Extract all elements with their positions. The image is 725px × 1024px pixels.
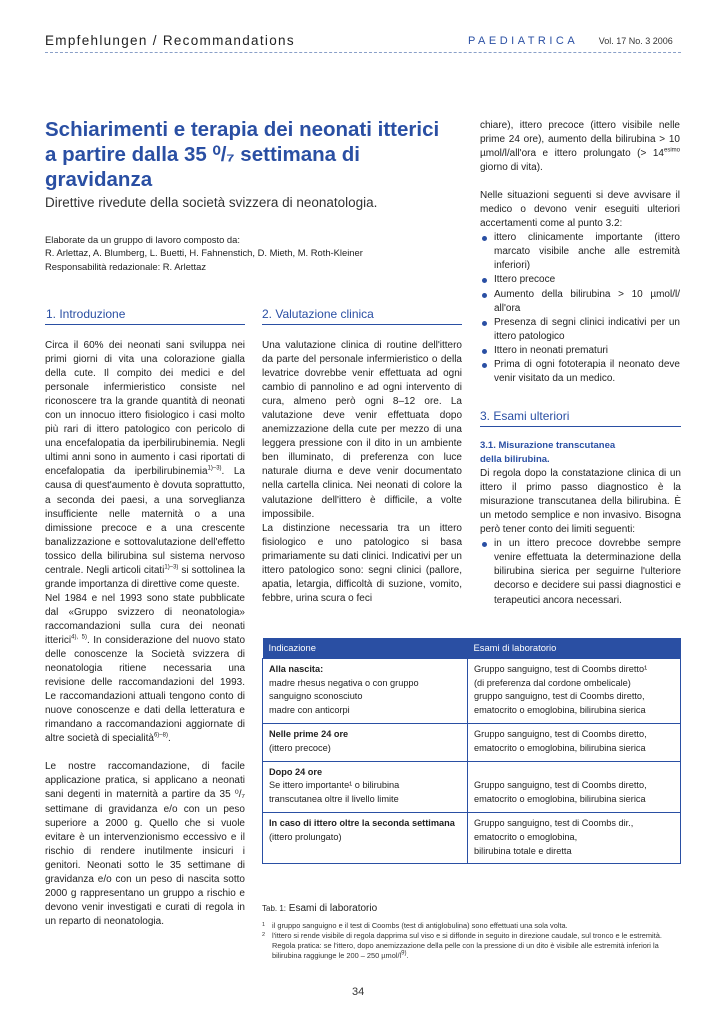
table-caption-text: Esami di laboratorio	[288, 903, 378, 914]
intro-heading-rule	[45, 324, 245, 325]
lab-exam-line: ematocrito o emoglobina, bilirubina sierica	[474, 705, 646, 716]
esami-heading: 3. Esami ulteriori	[480, 409, 570, 423]
footnote-number: 2	[262, 932, 266, 939]
alert-list-item: Ittero in neonati prematuri	[480, 344, 680, 358]
header-divider	[45, 52, 681, 53]
alert-list-item: Prima di ogni fototerapia il neonato deve venir visitato da un medico.	[480, 358, 680, 386]
indication-heading: Nelle prime 24 ore	[269, 728, 349, 739]
table-body	[263, 658, 681, 864]
misurazione-heading: 3.1. Misurazione transcutanea della bilirubina.	[480, 440, 616, 466]
authors-list: R. Arlettaz, A. Blumberg, L. Buetti, H. Fahnenstich, D. Mieth, M. Roth-Kleiner	[45, 247, 363, 259]
valutazione-paragraph-1: Una valutazione clinica di routine dell'ittero da parte del personale infermieristico o della levatrice dovrebbe venir effettuata ad ogni cambio di pannolino e ad ogni intervento di cura, almeno però ogni 8–12 ore. La valutazione deve venir effettuata dopo anemizzazione della cute per mezzo di una leggera pressione con il dito in un ambiente ben illuminato, di preferenza con luce naturale diurna e deve venir documentato nella cartella clinica. Nei neonati di colore la valutazione dell'ittero è difficile, a volte impossibile.	[262, 340, 462, 520]
indication-line: Se ittero importante¹ o bilirubina	[269, 780, 400, 791]
misurazione-paragraph: Di regola dopo la constatazione clinica di un ittero il primo passo diagnostico è la misurazione transcutanea della bilirubina. È un metodo semplice e non invasivo. Bisogna però tener conto dei limiti seguenti:	[480, 468, 681, 536]
indication-cell	[263, 761, 468, 812]
intro-paragraph-1: Circa il 60% dei neonati sani sviluppa nei primi giorni di vita una colorazione gialla della cute. Il compito dei medici e del personale infermieristico consiste nel riconoscere tra la grande quantità di neonati con un innocuo ittero fisiologico i casi molto più rari di ittero patologico con pericolo di una encefalopatia da iperbilirubinemia. Negli ultimi anni sono in aumento i casi riportati di encefalopatia da iperbilirubinemia$^{1)-3)}$. La causa di quest'aumento è dovuta soprattutto, a seconda dei paesi, a una sorveglianza insufficiente nelle maternità o a una dimissione precoce e a una crescente banalizzazione e sottovalutazione dell'effetto tossico della bilirubina sul sistema nervoso centrale. Negli articoli citati$^{1)-3)}$ si sottolinea la grande importanza di direttive come queste.	[45, 340, 245, 590]
lab-exam-line: Gruppo sanguigno, test di Coombs dir.,	[474, 817, 634, 828]
article-subtitle: Direttive rivedute della società svizzera di neonatologia.	[45, 195, 378, 210]
intro-paragraph-2: Nel 1984 e nel 1993 sono state pubblicate dal «Gruppo svizzero di neonatologia» raccomandazioni sulla cura dei neonati itterici$^{4),}$ $^{5)}$. In considerazione del nuovo stato delle conoscenze la Società svizzera di neonatologia ritiene necessaria una revisione delle raccomandazioni del 1993. Le raccomandazioni attuali tengono conto di nuove conoscenze e dati della letteratura e rimandano a raccomandazioni aggiornate di altre società di specialità$^{6)-8)}$.	[45, 592, 246, 745]
indication-heading: Alla nascita:	[269, 663, 324, 674]
footnote: 2 l'ittero si rende visibile di regola dapprima sul viso e si diffonde in seguito in direzione caudale, sul tronco e le estremità. Regola pratica: se l'ittero, dopo anemizzazione della pelle con la pressione di un dito è visibile alle estremità inferiori la bilirubina raggiunge le 200 – 250 µmol/$l^{9)}$.	[262, 931, 662, 961]
lab-exam-cell	[468, 658, 681, 723]
limits-list-item: in un ittero precoce dovrebbe sempre venire effettuata la determinazione della bilirubina sierica per seguirne l'ulteriore decorso e decidere sui passi diagnostici e terapeutici ancora necessari.	[480, 537, 681, 607]
editorial-responsibility: Responsabilità redazionale: R. Arlettaz	[45, 260, 207, 272]
lab-exam-line: (di preferenza dal cordone ombelicale)	[474, 677, 631, 688]
alert-list-item: Aumento della bilirubina > 10 µmol/l/ all'ora	[480, 288, 680, 316]
table-caption	[262, 903, 377, 914]
table-row	[263, 658, 681, 723]
misurazione-text	[480, 439, 681, 608]
footnote-reference: 9)	[401, 950, 407, 957]
section-header: Empfehlungen / Recommandations	[45, 33, 295, 48]
intro-heading: 1. Introduzione	[46, 307, 126, 321]
intro-text	[45, 339, 245, 929]
lab-exam-line: bilirubina totale e diretta	[474, 845, 572, 856]
indication-cell	[263, 723, 468, 761]
page-number: 34	[352, 986, 365, 998]
valutazione-paragraph-2: La distinzione necessaria tra un ittero fisiologico e uno patologico si basa primariamente su dati clinici. Indicativi per un ittero patologico sono: segni clinici (pallore, apatia, letargia, difficoltà di suzione, vomito, febbre, urina scura o feci	[262, 522, 462, 604]
lab-exam-cell	[468, 723, 681, 761]
authors-block	[45, 233, 445, 273]
indication-cell	[263, 812, 468, 863]
lab-exam-cell	[468, 812, 681, 863]
indication-line: madre rhesus negativa o con gruppo	[269, 677, 419, 688]
journal-info	[468, 35, 673, 47]
indication-cell	[263, 658, 468, 723]
indication-line: (ittero prolungato)	[269, 831, 342, 842]
journal-name: PAEDIATRICA	[468, 35, 579, 47]
alert-list-item: ittero clinicamente importante (ittero marcato visibile anche alle estremità inferiori)	[480, 231, 680, 273]
table-caption-label: Tab. 1:	[262, 904, 287, 913]
footnote-number: 1	[262, 922, 266, 928]
alert-list	[480, 231, 680, 386]
volume-info: Vol. 17 No. 3 2006	[598, 36, 673, 46]
valutazione-text	[262, 339, 462, 606]
indication-line: (ittero precoce)	[269, 742, 331, 753]
table-row	[263, 723, 681, 761]
lab-exam-line: Gruppo sanguigno, test di Coombs diretto¹	[474, 663, 648, 674]
alert-intro-paragraph: Nelle situazioni seguenti si deve avvisare il medico o devono venir eseguiti ulteriori accertamenti come al punto 3.2:	[480, 190, 680, 230]
lab-exam-line: gruppo sanguigno, test di Coombs diretto,	[474, 691, 645, 702]
authors-intro: Elaborate da un gruppo di lavoro composto da:	[45, 234, 240, 245]
esami-heading-rule	[480, 426, 681, 427]
table-header-indicazione: Indicazione	[263, 638, 468, 658]
limits-list	[480, 537, 681, 607]
indication-heading: In caso di ittero oltre la seconda settimana	[269, 817, 455, 828]
lab-table-wrapper	[262, 638, 681, 864]
footnote-text: l'ittero si rende visibile di regola dapprima sul viso e si diffonde in seguito in direzione caudale, sul tronco e le estremità. Regola pratica: se l'ittero, dopo anemizzazione della pelle con la pressione di un dito è visibile alle estremità inferiori la bilirubina raggiunge le 200 – 250 µmol/l	[272, 931, 662, 961]
indication-heading: Dopo 24 ore	[269, 766, 323, 777]
table-header-esami: Esami di laboratorio	[468, 638, 681, 658]
indication-line: sanguigno sconosciuto	[269, 691, 363, 702]
table-footnotes	[262, 921, 682, 961]
lab-exam-cell	[468, 761, 681, 812]
alert-list-item: Presenza di segni clinici indicativi per un ittero patologico	[480, 316, 680, 344]
valutazione-heading-rule	[262, 324, 462, 325]
alert-list-item: Ittero precoce	[480, 273, 680, 287]
table-row	[263, 812, 681, 863]
continuation-paragraph: chiare), ittero precoce (ittero visibile nelle prime 24 ore), aumento della bilirubina > 10 µmol/l/all'ora e ittero prolungato (> $14^{esimo}$ giorno di vita).	[480, 120, 680, 174]
valutazione-heading: 2. Valutazione clinica	[262, 307, 374, 321]
lab-exam-line: Gruppo sanguigno, test di Coombs diretto,	[474, 728, 647, 739]
article-title: Schiarimenti e terapia dei neonati itterici a partire dalla 35 ⁰/₇ settimana di gravidanza	[45, 118, 440, 191]
footnote-text: il gruppo sanguigno e il test di Coombs (test di antiglobulina) sono effettuati una sola volta.	[272, 921, 568, 930]
lab-exam-line: ematocrito o emoglobina, bilirubina sierica	[474, 742, 646, 753]
footnote	[262, 921, 682, 931]
column-3-top-text	[480, 119, 680, 386]
lab-table	[262, 638, 681, 864]
lab-exam-line: ematocrito o emoglobina,	[474, 831, 578, 842]
lab-exam-line: ematocrito o emoglobina, bilirubina sierica	[474, 794, 646, 805]
indication-line: madre con anticorpi	[269, 705, 350, 716]
indication-line: transcutanea oltre il livello limite	[269, 794, 399, 805]
table-row	[263, 761, 681, 812]
lab-exam-line: Gruppo sanguigno, test di Coombs diretto,	[474, 780, 647, 791]
intro-paragraph-3: Le nostre raccomandazione, di facile applicazione pratica, si applicano a neonati sani degenti in maternità a partire da 35 ⁰/₇ settimane di gravidanza e/o con un peso superiore a 2000 g. Quello che si vuole evitare è un intervenzionismo eccessivo e il rischio di rendere inutilmente insicuri i genitori. Neonati sotto le 35 settimane di gravidanza e/o con un peso di nascita sotto 2000 g rappresentano un gruppo a rischio e devono venir investigati e curati di regola in un reparto di neonatologia.	[45, 761, 245, 927]
